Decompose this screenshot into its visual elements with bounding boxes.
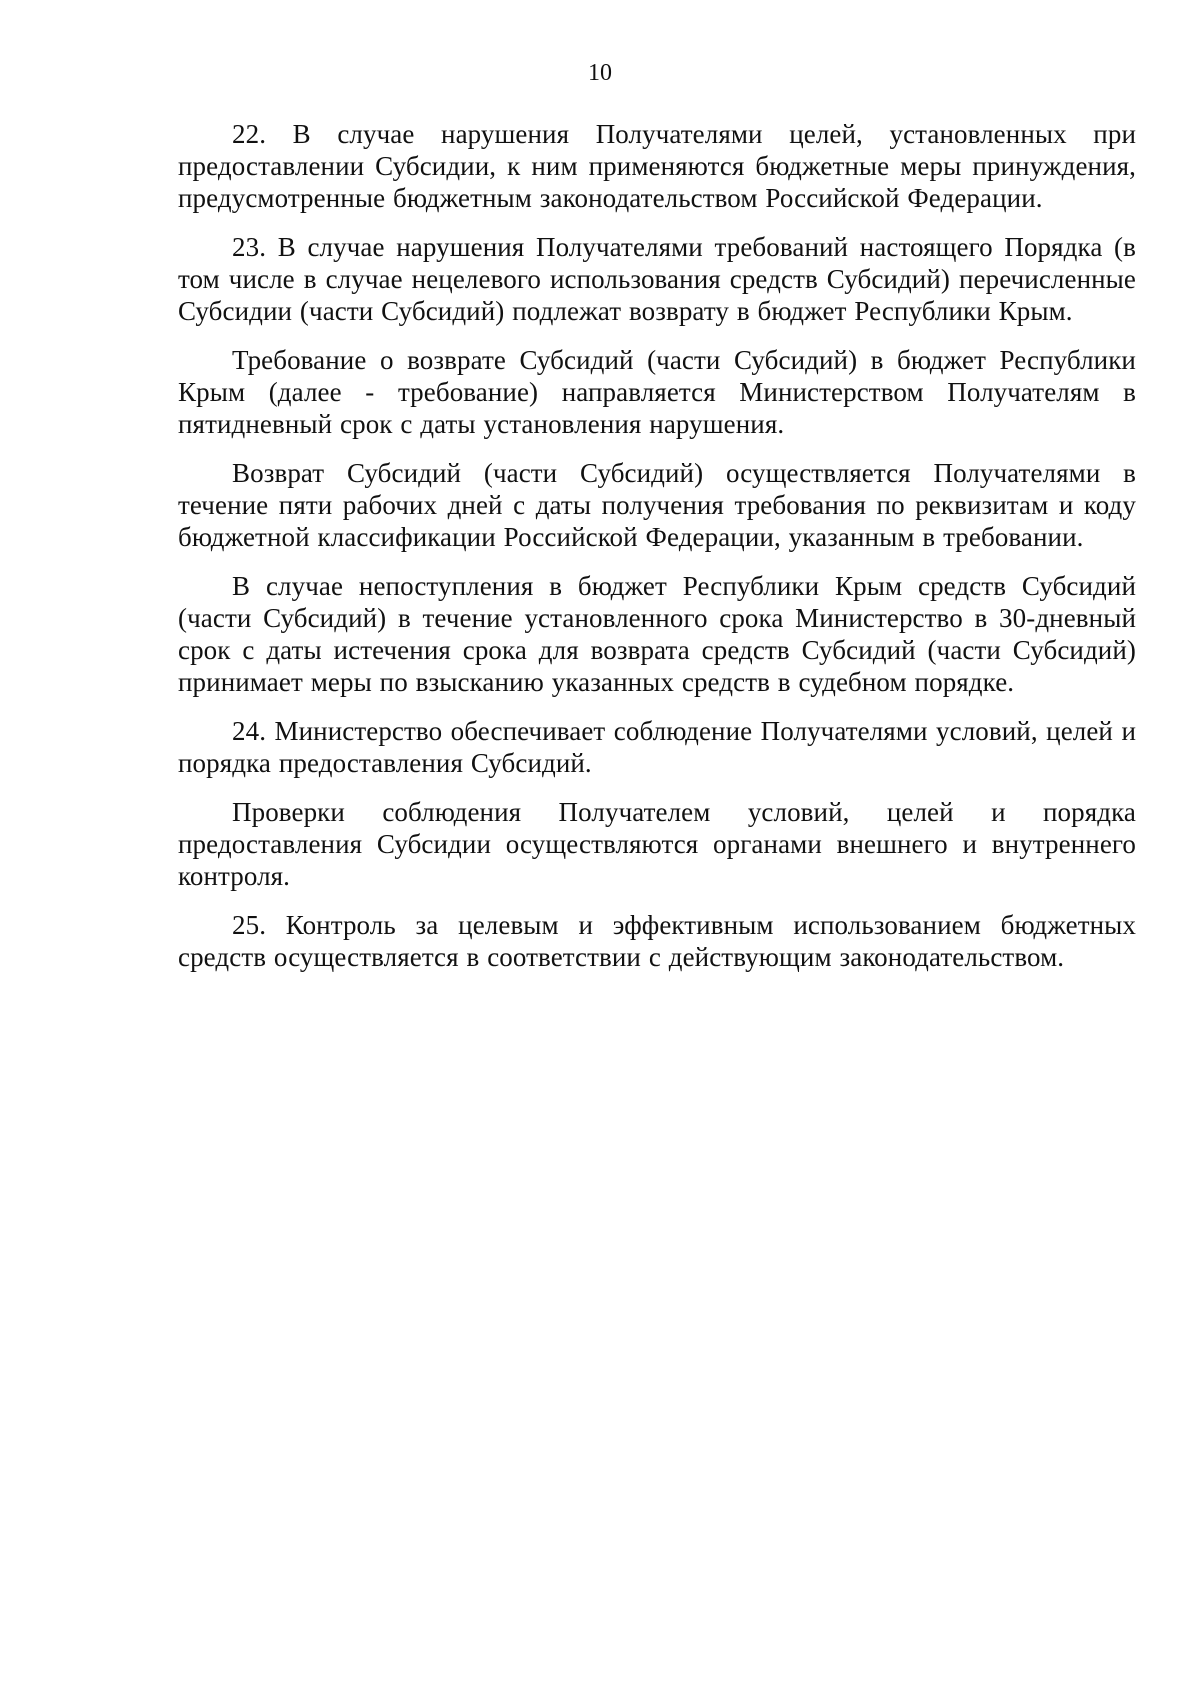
page-number: 10 [588,60,612,86]
paragraph-22: 22. В случае нарушения Получателями целей, установленных при предоставлении Субсидии, к ним применяются бюджетные меры принуждения, предусмотренные бюджетным законодательством Российской Федерации. [178,119,1136,213]
paragraph-24: 24. Министерство обеспечивает соблюдение Получателями условий, целей и порядка предоставления Субсидий. [178,716,1136,778]
document-body [178,118,1136,990]
paragraph-24-inspections: Проверки соблюдения Получателем условий, целей и порядка предоставления Субсидии осуществляются органами внешнего и внутреннего контроля. [178,797,1136,891]
paragraph-25: 25. Контроль за целевым и эффективным использованием бюджетных средств осуществляется в соответствии с действующим законодательством. [178,910,1136,972]
paragraph-23-refund: Возврат Субсидий (части Субсидий) осуществляется Получателями в течение пяти рабочих дней с даты получения требования по реквизитам и коду бюджетной классификации Российской Федерации, указанным в требовании. [178,458,1136,552]
paragraph-23-demand: Требование о возврате Субсидий (части Субсидий) в бюджет Республики Крым (далее - требование) направляется Министерством Получателям в пятидневный срок с даты установления нарушения. [178,345,1136,439]
paragraph-23-recovery: В случае непоступления в бюджет Республики Крым средств Субсидий (части Субсидий) в течение установленного срока Министерство в 30-дневный срок с даты истечения срока для возврата средств Субсидий (части Субсидий) принимает меры по взысканию указанных средств в судебном порядке. [178,571,1136,697]
paragraph-23: 23. В случае нарушения Получателями требований настоящего Порядка (в том числе в случае нецелевого использования средств Субсидий) перечисленные Субсидии (части Субсидий) подлежат возврату в бюджет Республики Крым. [178,232,1136,326]
